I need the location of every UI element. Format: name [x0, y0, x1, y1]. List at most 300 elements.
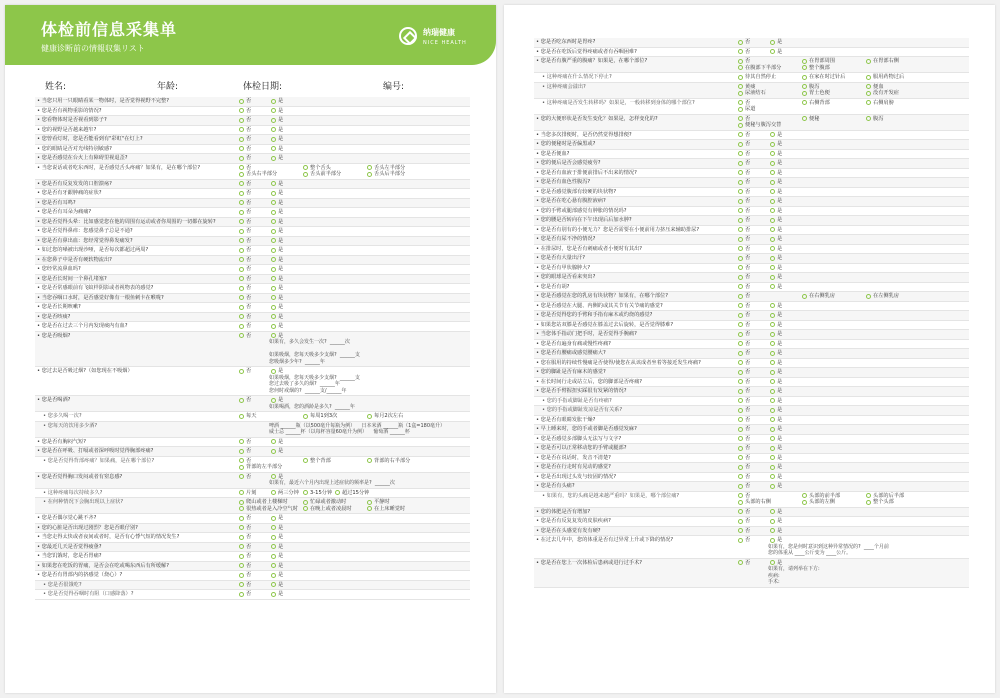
radio-circle-icon[interactable]: [770, 218, 775, 223]
answer-option[interactable]: [239, 171, 303, 178]
answer-option[interactable]: [738, 518, 770, 525]
radio-circle-icon[interactable]: [239, 592, 244, 597]
radio-circle-icon[interactable]: [239, 439, 244, 444]
answer-option[interactable]: [802, 90, 866, 97]
radio-circle-icon[interactable]: [738, 75, 743, 80]
answer-option[interactable]: [738, 106, 802, 113]
radio-circle-icon[interactable]: [738, 519, 743, 524]
answer-option[interactable]: [239, 238, 271, 245]
radio-circle-icon[interactable]: [738, 465, 743, 470]
radio-circle-icon[interactable]: [738, 370, 743, 375]
radio-circle-icon[interactable]: [239, 257, 244, 262]
radio-circle-icon[interactable]: [239, 582, 244, 587]
radio-circle-icon[interactable]: [239, 172, 244, 177]
answer-option[interactable]: [802, 74, 866, 81]
radio-circle-icon[interactable]: [866, 493, 871, 498]
answer-option[interactable]: [770, 455, 802, 462]
answer-option[interactable]: [770, 274, 802, 281]
answer-option[interactable]: [239, 464, 303, 471]
answer-option[interactable]: [239, 266, 271, 273]
radio-circle-icon[interactable]: [239, 191, 244, 196]
answer-option[interactable]: [770, 464, 802, 471]
answer-option[interactable]: [738, 509, 770, 516]
answer-option[interactable]: [239, 190, 271, 197]
radio-circle-icon[interactable]: [271, 324, 276, 329]
radio-circle-icon[interactable]: [367, 414, 372, 419]
radio-circle-icon[interactable]: [367, 506, 372, 511]
radio-circle-icon[interactable]: [239, 181, 244, 186]
answer-option[interactable]: [239, 525, 271, 532]
radio-circle-icon[interactable]: [271, 592, 276, 597]
radio-circle-icon[interactable]: [866, 75, 871, 80]
answer-option[interactable]: [770, 284, 802, 291]
radio-circle-icon[interactable]: [271, 99, 276, 104]
answer-option[interactable]: [738, 39, 770, 46]
answer-option[interactable]: [770, 49, 802, 56]
answer-option[interactable]: [239, 200, 271, 207]
answer-option[interactable]: [770, 227, 802, 234]
answer-option[interactable]: [239, 591, 271, 598]
radio-circle-icon[interactable]: [239, 500, 244, 505]
radio-circle-icon[interactable]: [738, 379, 743, 384]
answer-option[interactable]: [770, 474, 802, 481]
radio-circle-icon[interactable]: [271, 229, 276, 234]
radio-circle-icon[interactable]: [770, 455, 775, 460]
radio-circle-icon[interactable]: [271, 474, 276, 479]
answer-option[interactable]: [738, 369, 770, 376]
answer-option[interactable]: [239, 285, 271, 292]
radio-circle-icon[interactable]: [239, 314, 244, 319]
answer-option[interactable]: [738, 379, 770, 386]
answer-option[interactable]: [271, 117, 303, 124]
answer-option[interactable]: [770, 436, 802, 443]
answer-option[interactable]: [271, 98, 303, 105]
answer-option[interactable]: [239, 544, 271, 551]
answer-option[interactable]: [770, 246, 802, 253]
radio-circle-icon[interactable]: [239, 267, 244, 272]
answer-option[interactable]: [239, 181, 271, 188]
answer-option[interactable]: [271, 209, 303, 216]
answer-option[interactable]: [738, 160, 770, 167]
radio-circle-icon[interactable]: [770, 256, 775, 261]
radio-circle-icon[interactable]: [770, 227, 775, 232]
radio-circle-icon[interactable]: [770, 446, 775, 451]
radio-circle-icon[interactable]: [770, 161, 775, 166]
radio-circle-icon[interactable]: [239, 248, 244, 253]
radio-circle-icon[interactable]: [271, 248, 276, 253]
answer-option[interactable]: [239, 155, 271, 162]
answer-option[interactable]: [271, 228, 303, 235]
answer-option[interactable]: [239, 117, 271, 124]
answer-option[interactable]: [335, 489, 370, 497]
radio-circle-icon[interactable]: [239, 118, 244, 123]
radio-circle-icon[interactable]: [738, 294, 743, 299]
radio-circle-icon[interactable]: [770, 408, 775, 413]
radio-circle-icon[interactable]: [770, 199, 775, 204]
answer-option[interactable]: [802, 116, 866, 123]
radio-circle-icon[interactable]: [239, 516, 244, 521]
radio-circle-icon[interactable]: [239, 535, 244, 540]
answer-option[interactable]: [239, 276, 271, 283]
radio-circle-icon[interactable]: [770, 132, 775, 137]
radio-circle-icon[interactable]: [738, 351, 743, 356]
radio-circle-icon[interactable]: [271, 525, 276, 530]
radio-circle-icon[interactable]: [738, 237, 743, 242]
radio-circle-icon[interactable]: [802, 100, 807, 105]
answer-option[interactable]: [239, 490, 271, 497]
radio-circle-icon[interactable]: [802, 493, 807, 498]
answer-option[interactable]: [770, 331, 802, 338]
radio-circle-icon[interactable]: [770, 519, 775, 524]
answer-option[interactable]: [770, 379, 802, 386]
radio-circle-icon[interactable]: [239, 563, 244, 568]
radio-circle-icon[interactable]: [770, 40, 775, 45]
radio-circle-icon[interactable]: [738, 107, 743, 112]
radio-circle-icon[interactable]: [802, 75, 807, 80]
answer-option[interactable]: [802, 100, 866, 107]
answer-option[interactable]: [239, 247, 271, 254]
answer-option[interactable]: [239, 448, 271, 455]
answer-option[interactable]: [738, 141, 770, 148]
radio-circle-icon[interactable]: [239, 573, 244, 578]
answer-option[interactable]: [770, 322, 802, 329]
radio-circle-icon[interactable]: [239, 200, 244, 205]
radio-circle-icon[interactable]: [271, 191, 276, 196]
radio-circle-icon[interactable]: [770, 265, 775, 270]
answer-option[interactable]: [738, 407, 770, 414]
radio-circle-icon[interactable]: [770, 379, 775, 384]
answer-option[interactable]: [367, 458, 431, 465]
answer-option[interactable]: [770, 483, 802, 490]
answer-option[interactable]: [738, 426, 770, 433]
radio-circle-icon[interactable]: [271, 257, 276, 262]
radio-circle-icon[interactable]: [770, 398, 775, 403]
radio-circle-icon[interactable]: [770, 322, 775, 327]
radio-circle-icon[interactable]: [367, 165, 372, 170]
radio-circle-icon[interactable]: [271, 238, 276, 243]
radio-circle-icon[interactable]: [866, 100, 871, 105]
answer-option[interactable]: [239, 304, 271, 311]
radio-circle-icon[interactable]: [738, 151, 743, 156]
radio-circle-icon[interactable]: [239, 474, 244, 479]
answer-option[interactable]: [866, 499, 930, 506]
answer-option[interactable]: [367, 171, 431, 178]
radio-circle-icon[interactable]: [239, 324, 244, 329]
answer-option[interactable]: [271, 582, 303, 589]
radio-circle-icon[interactable]: [738, 455, 743, 460]
radio-circle-icon[interactable]: [738, 500, 743, 505]
answer-option[interactable]: [239, 439, 271, 446]
radio-circle-icon[interactable]: [738, 116, 743, 121]
answer-option[interactable]: [770, 265, 802, 272]
radio-circle-icon[interactable]: [770, 538, 775, 543]
radio-circle-icon[interactable]: [271, 210, 276, 215]
answer-option[interactable]: [738, 49, 770, 56]
answer-option[interactable]: [770, 208, 802, 215]
radio-circle-icon[interactable]: [770, 246, 775, 251]
answer-option[interactable]: [738, 499, 802, 506]
radio-circle-icon[interactable]: [770, 284, 775, 289]
answer-option[interactable]: [738, 455, 770, 462]
radio-circle-icon[interactable]: [770, 208, 775, 213]
radio-circle-icon[interactable]: [271, 181, 276, 186]
answer-option[interactable]: [738, 151, 770, 158]
answer-option[interactable]: [770, 255, 802, 262]
answer-option[interactable]: [738, 132, 770, 139]
radio-circle-icon[interactable]: [770, 313, 775, 318]
answer-option[interactable]: [271, 108, 303, 115]
radio-circle-icon[interactable]: [770, 151, 775, 156]
answer-option[interactable]: [239, 572, 271, 579]
radio-circle-icon[interactable]: [770, 389, 775, 394]
radio-circle-icon[interactable]: [866, 500, 871, 505]
answer-option[interactable]: [802, 499, 866, 506]
radio-circle-icon[interactable]: [770, 303, 775, 308]
radio-circle-icon[interactable]: [738, 256, 743, 261]
radio-circle-icon[interactable]: [770, 528, 775, 533]
radio-circle-icon[interactable]: [802, 500, 807, 505]
answer-option[interactable]: [738, 179, 770, 186]
answer-option[interactable]: [303, 171, 367, 178]
answer-option[interactable]: [770, 398, 802, 405]
radio-circle-icon[interactable]: [738, 341, 743, 346]
answer-option[interactable]: [738, 464, 770, 471]
radio-circle-icon[interactable]: [271, 219, 276, 224]
radio-circle-icon[interactable]: [239, 127, 244, 132]
answer-option[interactable]: [303, 458, 367, 465]
answer-option[interactable]: [770, 528, 802, 535]
answer-option[interactable]: [866, 90, 930, 97]
answer-option[interactable]: [738, 341, 770, 348]
answer-option[interactable]: [770, 360, 802, 367]
radio-circle-icon[interactable]: [866, 84, 871, 89]
answer-option[interactable]: [770, 198, 802, 205]
answer-option[interactable]: [239, 563, 271, 570]
radio-circle-icon[interactable]: [738, 417, 743, 422]
answer-option[interactable]: [770, 417, 802, 424]
answer-option[interactable]: [271, 295, 303, 302]
answer-option[interactable]: [738, 208, 770, 215]
radio-circle-icon[interactable]: [738, 484, 743, 489]
radio-circle-icon[interactable]: [271, 333, 276, 338]
radio-circle-icon[interactable]: [770, 189, 775, 194]
radio-circle-icon[interactable]: [770, 142, 775, 147]
answer-option[interactable]: [271, 563, 303, 570]
radio-circle-icon[interactable]: [738, 360, 743, 365]
answer-option[interactable]: [770, 445, 802, 452]
answer-option[interactable]: [738, 474, 770, 481]
radio-circle-icon[interactable]: [239, 229, 244, 234]
radio-circle-icon[interactable]: [271, 108, 276, 113]
radio-circle-icon[interactable]: [271, 490, 276, 495]
radio-circle-icon[interactable]: [271, 156, 276, 161]
radio-circle-icon[interactable]: [303, 414, 308, 419]
answer-option[interactable]: [239, 582, 271, 589]
radio-circle-icon[interactable]: [271, 137, 276, 142]
answer-option[interactable]: [239, 413, 303, 420]
radio-circle-icon[interactable]: [770, 237, 775, 242]
radio-circle-icon[interactable]: [802, 116, 807, 121]
answer-option[interactable]: [738, 246, 770, 253]
radio-circle-icon[interactable]: [367, 172, 372, 177]
answer-option[interactable]: [770, 151, 802, 158]
answer-option[interactable]: [271, 515, 303, 522]
answer-option[interactable]: [239, 219, 271, 226]
answer-option[interactable]: [738, 293, 802, 300]
answer-option[interactable]: [770, 407, 802, 414]
radio-circle-icon[interactable]: [239, 210, 244, 215]
answer-option[interactable]: [802, 293, 866, 300]
radio-circle-icon[interactable]: [738, 275, 743, 280]
answer-option[interactable]: [738, 122, 802, 129]
radio-circle-icon[interactable]: [770, 370, 775, 375]
radio-circle-icon[interactable]: [738, 227, 743, 232]
radio-circle-icon[interactable]: [738, 303, 743, 308]
radio-circle-icon[interactable]: [303, 490, 308, 495]
radio-circle-icon[interactable]: [271, 146, 276, 151]
radio-circle-icon[interactable]: [271, 544, 276, 549]
radio-circle-icon[interactable]: [271, 573, 276, 578]
radio-circle-icon[interactable]: [239, 238, 244, 243]
answer-option[interactable]: [271, 314, 303, 321]
radio-circle-icon[interactable]: [303, 172, 308, 177]
answer-option[interactable]: [738, 265, 770, 272]
answer-option[interactable]: [271, 257, 303, 264]
radio-circle-icon[interactable]: [239, 458, 244, 463]
radio-circle-icon[interactable]: [738, 265, 743, 270]
radio-circle-icon[interactable]: [271, 516, 276, 521]
radio-circle-icon[interactable]: [770, 509, 775, 514]
answer-option[interactable]: [738, 312, 770, 319]
radio-circle-icon[interactable]: [770, 560, 775, 565]
radio-circle-icon[interactable]: [367, 500, 372, 505]
answer-option[interactable]: [271, 572, 303, 579]
radio-circle-icon[interactable]: [738, 91, 743, 96]
radio-circle-icon[interactable]: [303, 500, 308, 505]
answer-option[interactable]: [271, 323, 303, 330]
answer-option[interactable]: [239, 228, 271, 235]
answer-option[interactable]: [271, 534, 303, 541]
radio-circle-icon[interactable]: [738, 199, 743, 204]
answer-option[interactable]: [770, 426, 802, 433]
radio-circle-icon[interactable]: [271, 118, 276, 123]
answer-option[interactable]: [738, 284, 770, 291]
radio-circle-icon[interactable]: [271, 314, 276, 319]
answer-option[interactable]: [239, 136, 271, 143]
radio-circle-icon[interactable]: [738, 398, 743, 403]
answer-option[interactable]: [738, 303, 770, 310]
radio-circle-icon[interactable]: [239, 295, 244, 300]
answer-option[interactable]: [271, 146, 303, 153]
answer-option[interactable]: [738, 483, 770, 490]
answer-option[interactable]: [770, 160, 802, 167]
radio-circle-icon[interactable]: [239, 369, 244, 374]
radio-circle-icon[interactable]: [738, 142, 743, 147]
radio-circle-icon[interactable]: [335, 490, 340, 495]
radio-circle-icon[interactable]: [271, 127, 276, 132]
answer-option[interactable]: [271, 285, 303, 292]
radio-circle-icon[interactable]: [239, 165, 244, 170]
radio-circle-icon[interactable]: [770, 170, 775, 175]
radio-circle-icon[interactable]: [239, 99, 244, 104]
radio-circle-icon[interactable]: [738, 132, 743, 137]
radio-circle-icon[interactable]: [738, 446, 743, 451]
radio-circle-icon[interactable]: [770, 427, 775, 432]
answer-option[interactable]: [770, 341, 802, 348]
answer-option[interactable]: [738, 360, 770, 367]
answer-option[interactable]: [866, 58, 930, 65]
radio-circle-icon[interactable]: [738, 509, 743, 514]
answer-option[interactable]: [866, 74, 930, 81]
answer-option[interactable]: [738, 65, 802, 72]
answer-option[interactable]: [738, 388, 770, 395]
radio-circle-icon[interactable]: [271, 398, 276, 403]
radio-circle-icon[interactable]: [239, 146, 244, 151]
radio-circle-icon[interactable]: [271, 200, 276, 205]
radio-circle-icon[interactable]: [770, 332, 775, 337]
answer-option[interactable]: [239, 506, 303, 513]
answer-option[interactable]: [738, 189, 770, 196]
answer-option[interactable]: [271, 155, 303, 162]
radio-circle-icon[interactable]: [239, 490, 244, 495]
radio-circle-icon[interactable]: [738, 427, 743, 432]
radio-circle-icon[interactable]: [239, 276, 244, 281]
answer-option[interactable]: [271, 591, 303, 598]
answer-option[interactable]: [738, 198, 770, 205]
radio-circle-icon[interactable]: [303, 506, 308, 511]
answer-option[interactable]: [738, 217, 770, 224]
answer-option[interactable]: [239, 146, 271, 153]
radio-circle-icon[interactable]: [239, 525, 244, 530]
radio-circle-icon[interactable]: [271, 276, 276, 281]
answer-option[interactable]: [738, 274, 770, 281]
radio-circle-icon[interactable]: [866, 59, 871, 64]
answer-option[interactable]: [866, 293, 930, 300]
answer-option[interactable]: [239, 98, 271, 105]
answer-option[interactable]: [271, 304, 303, 311]
answer-option[interactable]: [770, 312, 802, 319]
answer-option[interactable]: [239, 295, 271, 302]
radio-circle-icon[interactable]: [738, 246, 743, 251]
answer-option[interactable]: [303, 506, 367, 513]
answer-option[interactable]: [738, 322, 770, 329]
answer-option[interactable]: [303, 490, 335, 497]
radio-circle-icon[interactable]: [866, 91, 871, 96]
radio-circle-icon[interactable]: [239, 219, 244, 224]
answer-option[interactable]: [738, 255, 770, 262]
answer-option[interactable]: [271, 525, 303, 532]
answer-option[interactable]: [738, 350, 770, 357]
answer-option[interactable]: [738, 436, 770, 443]
answer-option[interactable]: [770, 303, 802, 310]
radio-circle-icon[interactable]: [239, 398, 244, 403]
answer-option[interactable]: [271, 448, 303, 455]
radio-circle-icon[interactable]: [866, 294, 871, 299]
answer-option[interactable]: [770, 236, 802, 243]
radio-circle-icon[interactable]: [770, 465, 775, 470]
radio-circle-icon[interactable]: [770, 351, 775, 356]
radio-circle-icon[interactable]: [866, 116, 871, 121]
radio-circle-icon[interactable]: [271, 305, 276, 310]
answer-option[interactable]: [271, 127, 303, 134]
radio-circle-icon[interactable]: [738, 100, 743, 105]
radio-circle-icon[interactable]: [770, 275, 775, 280]
answer-option[interactable]: [738, 236, 770, 243]
radio-circle-icon[interactable]: [271, 535, 276, 540]
answer-option[interactable]: [738, 227, 770, 234]
radio-circle-icon[interactable]: [770, 484, 775, 489]
answer-option[interactable]: [239, 553, 271, 560]
